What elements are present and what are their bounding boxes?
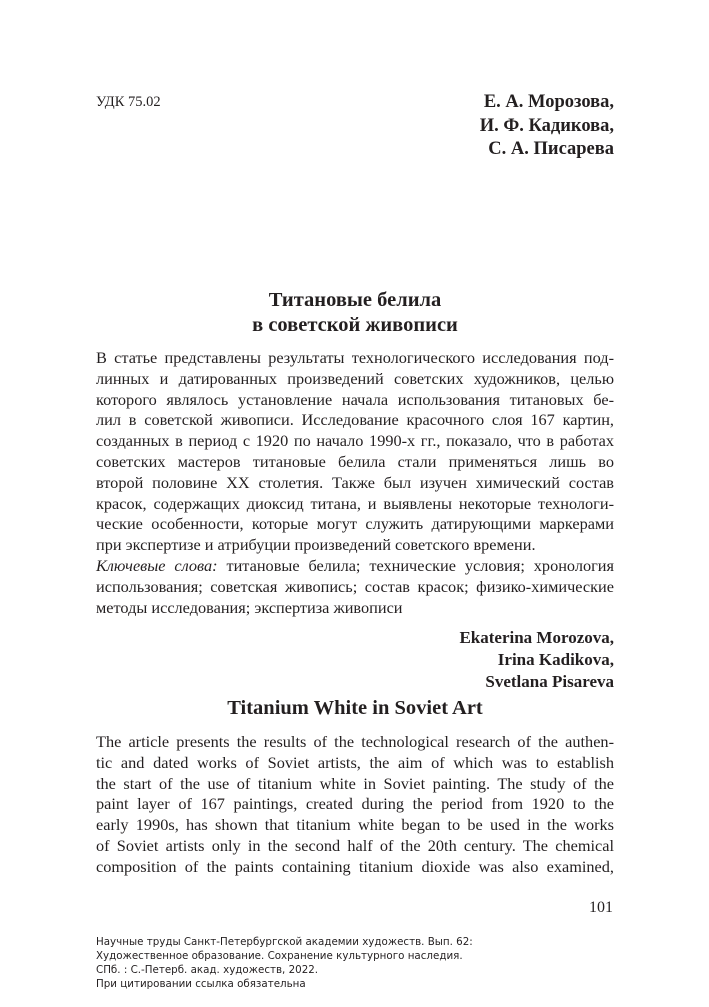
udk-code: УДК 75.02 <box>96 94 161 110</box>
abstract-en-line: early 1990s, has shown that titanium white began to be used in the works <box>96 815 614 835</box>
abstract-ru-line: лил в советской живописи. Исследование красочного слоя 167 картин, <box>96 410 614 430</box>
keywords-line: методы исследования; экспертиза живописи <box>96 597 403 617</box>
title-ru-line: в советской живописи <box>252 314 458 336</box>
abstract-en-line: tic and dated works of Soviet artists, the aim of which was to establish <box>96 752 614 772</box>
author-ru: С. А. Писарева <box>488 139 614 159</box>
authors-en <box>459 627 614 693</box>
abstract-ru-line: второй половине XX столетия. Также был изучен химический состав <box>96 472 614 492</box>
footer-line: Научные труды Санкт-Петербургской академии художеств. Вып. 62: <box>96 936 473 948</box>
abstract-en-line: The article presents the results of the technological research of the authen- <box>96 732 614 751</box>
abstract-ru-line: советских мастеров титановые белила стали применяться лишь во <box>96 451 614 471</box>
abstract-ru-line: при экспертизе и атрибуции произведений советского времени. <box>96 535 536 555</box>
citation-footer <box>96 935 473 991</box>
abstract-en-line: paint layer of 167 paintings, created during the period from 1920 to the <box>96 794 614 814</box>
keywords-text: титановые белила; технические условия; хронология <box>217 555 614 575</box>
authors-ru <box>480 91 614 162</box>
author-ru: И. Ф. Кадикова, <box>479 115 614 136</box>
article-title-en: Titanium White in Soviet Art <box>227 697 483 719</box>
footer-line: Художественное образование. Сохранение культурного наследия. <box>96 950 463 962</box>
keywords-label: Ключевые слова: <box>96 555 218 575</box>
abstract-ru-line: которого являлось установление начала использования титановых бе- <box>96 389 614 409</box>
abstract-en-line: of Soviet artists only in the second half of the 20th century. The chemical <box>96 835 614 855</box>
author-en: Irina Kadikova, <box>497 650 614 669</box>
abstract-ru-line: В статье представлены результаты технологического исследования под- <box>96 348 614 367</box>
footer-line: СПб. : С.-Петерб. акад. художеств, 2022. <box>96 964 319 976</box>
abstract-ru-line: красок, содержащих диоксид титана, и выявлены некоторые технологи- <box>96 493 614 513</box>
abstract-en-line: the start of the use of titanium white in Soviet painting. The study of the <box>96 773 614 793</box>
title-ru-line: Титановые белила <box>268 289 442 311</box>
abstract-en-line: composition of the paints containing titanium dioxide was also examined, <box>96 856 614 876</box>
article-title-ru <box>96 288 614 338</box>
keywords-line: использования; советская живопись; состав красок; физико-химические <box>96 576 614 596</box>
abstract-en <box>96 732 614 878</box>
page-number: 101 <box>589 899 613 916</box>
abstract-ru-line: ческие особенности, которые могут служить датирующими маркерами <box>96 514 614 534</box>
keywords-line <box>96 556 614 577</box>
author-ru: Е. А. Морозова, <box>483 92 614 112</box>
author-en: Ekaterina Morozova, <box>459 628 614 647</box>
abstract-ru-line: линных и датированных произведений советских художников, целью <box>96 368 614 388</box>
author-en: Svetlana Pisareva <box>485 672 614 691</box>
abstract-ru <box>96 348 614 618</box>
footer-line: При цитировании ссылка обязательна <box>96 978 306 990</box>
abstract-ru-line: созданных в период с 1920 по начало 1990-х гг., показало, что в работах <box>96 431 614 451</box>
